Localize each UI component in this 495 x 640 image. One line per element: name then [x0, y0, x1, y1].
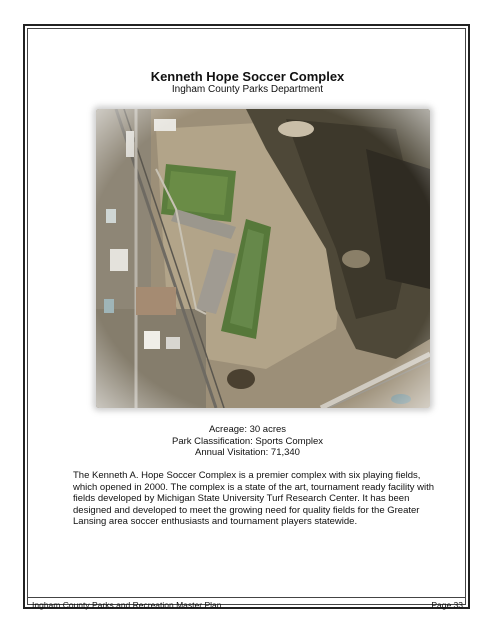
park-facts: [0, 424, 495, 459]
footer-document-title: Ingham County Parks and Recreation Master Plan: [32, 600, 222, 610]
acreage-text: Acreage: 30 acres: [208, 424, 287, 435]
aerial-photo: [96, 109, 430, 408]
page-title: Kenneth Hope Soccer Complex: [150, 69, 345, 84]
page-subtitle: Ingham County Parks Department: [171, 84, 324, 95]
visitation-text: Annual Visitation: 71,340: [195, 447, 300, 458]
footer-divider: [27, 597, 466, 598]
footer-page-number: Page 33: [431, 600, 463, 610]
park-description: The Kenneth A. Hope Soccer Complex is a premier complex with six playing fields, which opened in 2000. The complex is a state of the art, tournament ready facility with fields developed by Michigan State University Turf Research Center. It has been designed and developed to meet the growing need for quality fields for the Greater Lansing area soccer enthusiasts and tournament players statewide.: [73, 470, 435, 528]
classification-text: Park Classification: Sports Complex: [172, 435, 323, 447]
